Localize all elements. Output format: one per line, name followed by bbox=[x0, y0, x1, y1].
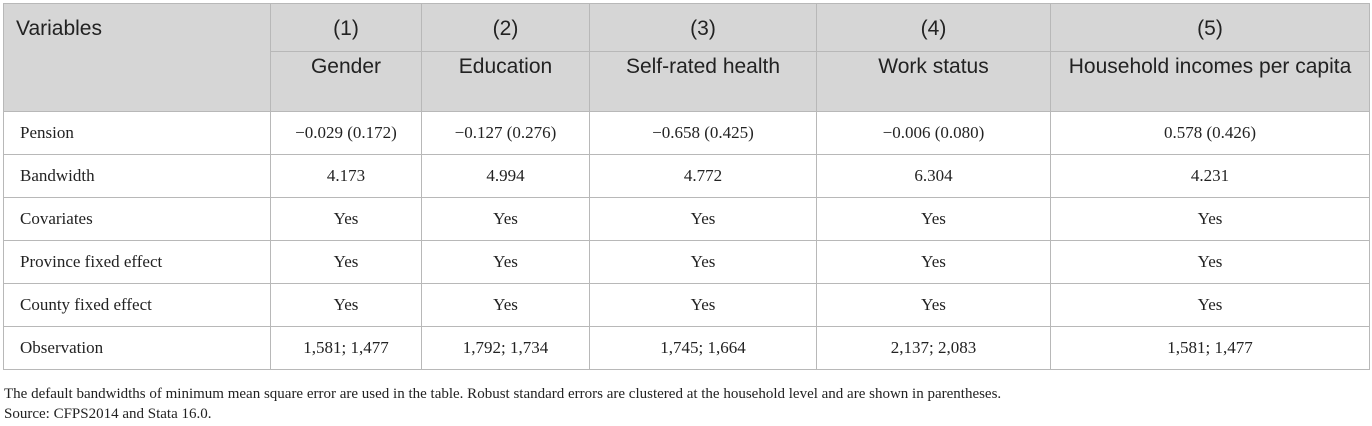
table-cell: Yes bbox=[590, 241, 817, 284]
column-label: Household incomes per capita bbox=[1051, 52, 1370, 112]
table-cell: −0.658 (0.425) bbox=[590, 112, 817, 155]
table-body bbox=[4, 112, 1370, 370]
table-cell: Yes bbox=[817, 241, 1051, 284]
table-cell: Yes bbox=[1051, 241, 1370, 284]
table-footnote: The default bandwidths of minimum mean square error are used in the table. Robust standard errors are clustered at the household level and are shown in parentheses. bbox=[4, 386, 1002, 402]
table-cell: 2,137; 2,083 bbox=[817, 327, 1051, 370]
table-row bbox=[4, 155, 1370, 198]
row-label: County fixed effect bbox=[4, 284, 271, 327]
table-cell: −0.029 (0.172) bbox=[271, 112, 422, 155]
table-header bbox=[4, 4, 1370, 112]
header-row-numbers bbox=[4, 4, 1370, 52]
row-label: Observation bbox=[4, 327, 271, 370]
column-label: Work status bbox=[817, 52, 1051, 112]
table-cell: 1,745; 1,664 bbox=[590, 327, 817, 370]
variables-header: Variables bbox=[4, 4, 271, 112]
row-label: Pension bbox=[4, 112, 271, 155]
table-cell: 6.304 bbox=[817, 155, 1051, 198]
column-label: Self-rated health bbox=[590, 52, 817, 112]
table-cell: Yes bbox=[271, 241, 422, 284]
column-number: (4) bbox=[817, 4, 1051, 52]
table-cell: −0.127 (0.276) bbox=[422, 112, 590, 155]
column-number: (1) bbox=[271, 4, 422, 52]
table-cell: Yes bbox=[422, 284, 590, 327]
table-cell: 1,581; 1,477 bbox=[271, 327, 422, 370]
table-cell: 4.231 bbox=[1051, 155, 1370, 198]
table-row bbox=[4, 198, 1370, 241]
table-cell: Yes bbox=[590, 284, 817, 327]
column-number: (5) bbox=[1051, 4, 1370, 52]
table-cell: Yes bbox=[1051, 284, 1370, 327]
table-cell: Yes bbox=[817, 284, 1051, 327]
table-cell: Yes bbox=[271, 284, 422, 327]
table-cell: Yes bbox=[1051, 198, 1370, 241]
table-cell: Yes bbox=[422, 198, 590, 241]
column-number: (2) bbox=[422, 4, 590, 52]
table-cell: −0.006 (0.080) bbox=[817, 112, 1051, 155]
table-notes bbox=[4, 384, 1001, 424]
table-source: Source: CFPS2014 and Stata 16.0. bbox=[4, 406, 212, 422]
results-table bbox=[3, 3, 1370, 370]
column-number: (3) bbox=[590, 4, 817, 52]
table-cell: Yes bbox=[271, 198, 422, 241]
table-cell: Yes bbox=[817, 198, 1051, 241]
table-cell: 4.994 bbox=[422, 155, 590, 198]
table-row bbox=[4, 241, 1370, 284]
table-cell: 4.173 bbox=[271, 155, 422, 198]
column-label: Gender bbox=[271, 52, 422, 112]
table-cell: Yes bbox=[590, 198, 817, 241]
table-row bbox=[4, 284, 1370, 327]
table-cell: 1,792; 1,734 bbox=[422, 327, 590, 370]
table-cell: 0.578 (0.426) bbox=[1051, 112, 1370, 155]
column-label: Education bbox=[422, 52, 590, 112]
table-cell: 1,581; 1,477 bbox=[1051, 327, 1370, 370]
row-label: Covariates bbox=[4, 198, 271, 241]
table-row bbox=[4, 327, 1370, 370]
table-row bbox=[4, 112, 1370, 155]
table-cell: Yes bbox=[422, 241, 590, 284]
row-label: Province fixed effect bbox=[4, 241, 271, 284]
row-label: Bandwidth bbox=[4, 155, 271, 198]
table-cell: 4.772 bbox=[590, 155, 817, 198]
